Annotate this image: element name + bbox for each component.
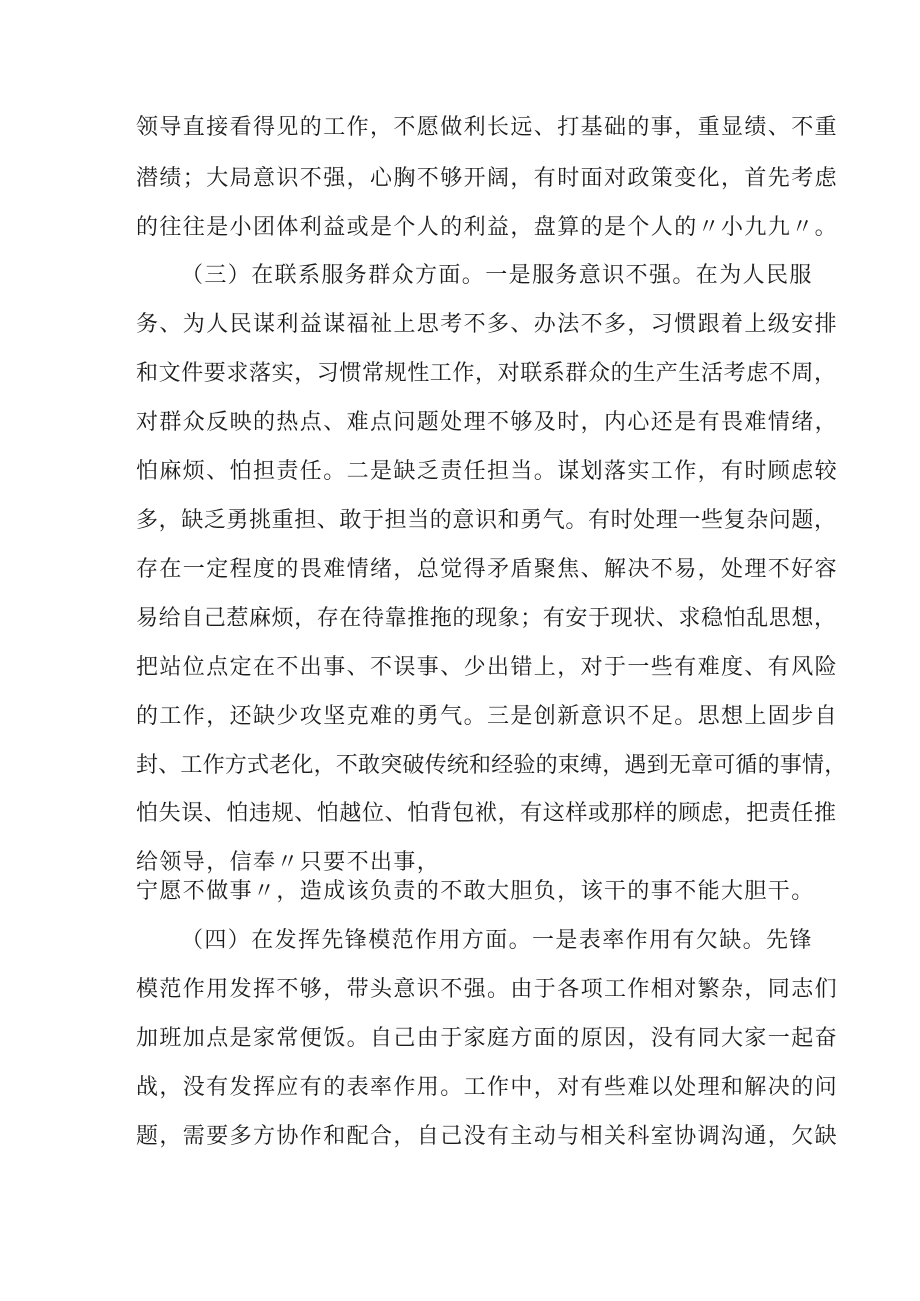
section-four-first-line: （四）在发挥先锋模范作用方面。一是表率作用有欠缺。先锋 (181, 928, 813, 953)
text-line: 易给自己惹麻烦，存在待靠推拖的现象；有安于现状、求稳怕乱思想， (136, 606, 837, 631)
text-line: 务、为人民谋利益谋福祉上思考不多、办法不多，习惯跟着上级安排 (136, 312, 839, 337)
text-line: 领导直接看得见的工作，不愿做利长远、打基础的事，重显绩、不重 (136, 115, 839, 140)
text-line: 题，需要多方协作和配合，自己没有主动与相关科室协调沟通，欠缺 (136, 1124, 839, 1149)
text-line: 宁愿不做事〃，造成该负责的不敢大胆负，该干的事不能大胆干。 (136, 879, 815, 904)
text-line: 加班加点是家常便饭。自己由于家庭方面的原因，没有同大家一起奋 (136, 1026, 839, 1051)
text-line: 存在一定程度的畏难情绪，总觉得矛盾聚焦、解决不易，处理不好容 (136, 557, 839, 582)
text-line: 给领导，信奉〃只要不出事， (136, 850, 441, 875)
text-line: 模范作用发挥不够，带头意识不强。由于各项工作相对繁杂，同志们 (136, 977, 839, 1002)
text-line: 的工作，还缺少攻坚克难的勇气。三是创新意识不足。思想上固步自 (136, 704, 839, 729)
text-line: 多，缺乏勇挑重担、敢于担当的意识和勇气。有时处理一些复杂问题， (136, 508, 837, 533)
text-line: 和文件要求落实，习惯常规性工作，对联系群众的生产生活考虑不周， (136, 361, 837, 386)
text-line: 战，没有发挥应有的表率作用。工作中，对有些难以处理和解决的问 (136, 1075, 839, 1100)
text-line: 把站位点定在不出事、不误事、少出错上，对于一些有难度、有风险 (136, 655, 839, 680)
text-line: 怕麻烦、怕担责任。二是缺乏责任担当。谋划落实工作，有时顾虑较 (136, 459, 839, 484)
text-line: 怕失误、怕违规、怕越位、怕背包袱，有这样或那样的顾虑，把责任推 (136, 801, 837, 826)
text-line: 的往往是小团体利益或是个人的利益，盘算的是个人的〃小九九〃。 (136, 215, 839, 240)
section-three-first-line: （三）在联系服务群众方面。一是服务意识不强。在为人民服 (181, 263, 813, 288)
text-line: 对群众反映的热点、难点问题处理不够及时，内心还是有畏难情绪， (136, 410, 839, 435)
text-line: 封、工作方式老化，不敢突破传统和经验的束缚，遇到无章可循的事情， (136, 753, 847, 778)
text-line: 潜绩；大局意识不强，心胸不够开阔，有时面对政策变化，首先考虑 (136, 166, 839, 191)
